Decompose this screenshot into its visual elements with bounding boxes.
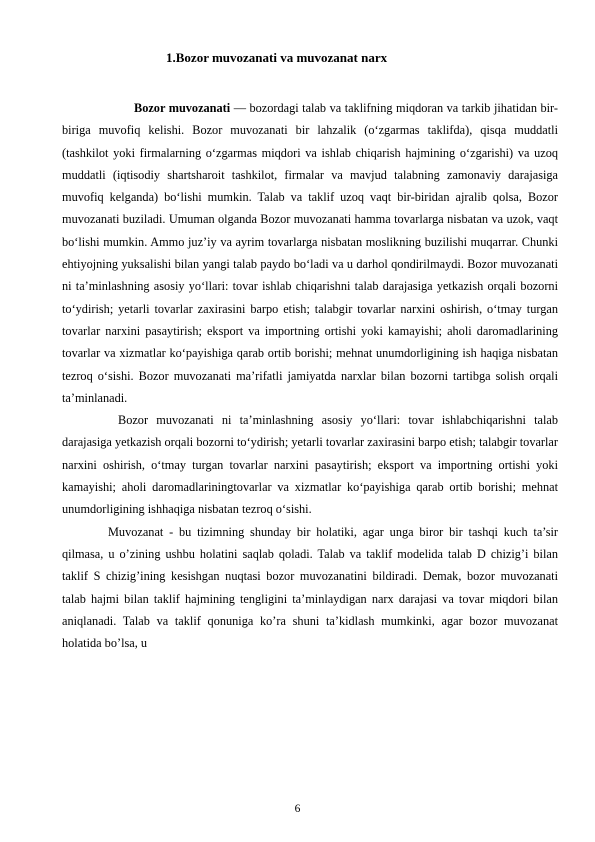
paragraph-ways: Bozor muvozanati ni taʼminlashning asosiy yoʻllari: tovar ishlabchiqarishni talab darajasiga yetkazish orqali bozorni toʻydirish; yetarli tovarlar zaxirasini barpo etish; talabgir tovarlar narxini oshirish, oʻtmay turgan tovarlar narxini pasaytirish; eksport va importning ortishi yoki kamayishi; aholi daromadlariningtovarlar va xizmatlar koʻpayishiga qarab ortib borishi; mehnat unumdorligining ishhaqiga nisbatan tezroq oʻsishi. (62, 413, 558, 517)
page-number: 6 (294, 803, 301, 815)
paragraph-definition (62, 97, 558, 409)
section-heading: 1.Bozor muvozanati va muvozanat narx (166, 50, 388, 65)
paragraph-equilibrium: Muvozanat - bu tizimning shunday bir holatiki, agar unga biror bir tashqi kuch ta’sir qilmasa, u o’zining ushbu holatini saqlab qoladi. Talab va taklif modelida talab D chizig’i bilan taklif S chizig’ining kesishgan nuqtasi bozor muvozanatini bildiradi. Demak, bozor muvozanati talab hajmi bilan taklif hajmining tengligini ta’minlaydigan narx darajasi va tovar miqdori bilan aniqlanadi. Talab va taklif qonuniga ko’ra shuni ta’kidlash mumkinki, agar bozor muvozanat holatida bo’lsa, u (62, 524, 558, 651)
body-text (62, 97, 558, 654)
defined-term: Bozor muvozanati (134, 101, 231, 115)
definition-text: — bozordagi talab va taklifning miqdoran va tarkib jihatidan bir-biriga muvofiq kelishi. Bozor muvozanati bir lahzalik (oʻzgarmas taklifda), qisqa muddatli (tashkilot yoki firmalarning oʻzgarmas miqdori va ishlab chiqarish hajmining oʻzgarishi) va uzoq muddatli (iqtisodiy shartsharoit tashkilot, firmalar va mavjud talabning zamonaviy darajasiga muvofiq kelganda) boʻlishi mumkin. Talab va taklif uzoq vaqt bir-biridan ajralib qolsa, Bozor muvozanati buziladi. Umuman olganda Bozor muvozanati hamma tovarlarga nisbatan va uzok, vaqt boʻlishi mumkin. Ammo juzʼiy va ayrim tovarlarga nisbatan moslikning buzilishi muqarrar. Chunki ehtiyojning yuksalishi bilan yangi talab paydo boʻladi va u darhol qondirilmaydi. Bozor muvozanati ni taʼminlashning asosiy yoʻllari: tovar ishlab chiqarishni talab darajasiga yetkazish orqali bozorni toʻydirish; yetarli tovarlar zaxirasini barpo etish; talabgir tovarlar narxini oshirish, oʻtmay turgan tovarlar narxini pasaytirish; eksport va importning ortishi yoki kamayishi; aholi daromadlarining tovarlar va xizmatlar koʻpayishiga qarab ortib borishi; mehnat unumdorligining ish haqiga nisbatan tezroq oʻsishi. Bozor muvozanati maʼrifatli jamiyatda narxlar bilan bozorni tartibga solish orqali taʼminlanadi. (62, 101, 558, 405)
